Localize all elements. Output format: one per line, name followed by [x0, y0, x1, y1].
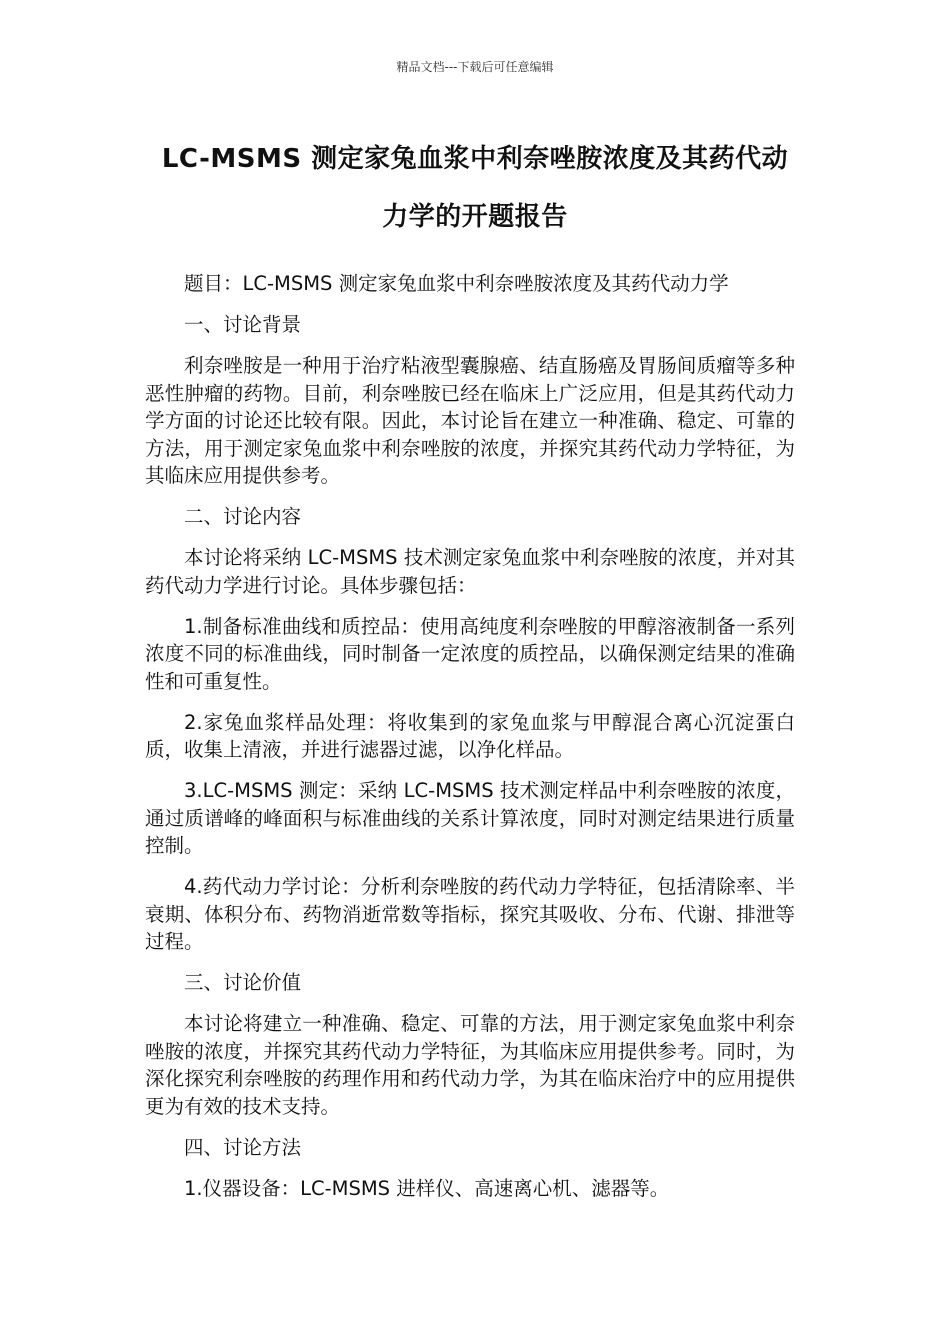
document-title-line-1: LC-MSMS 测定家兔血浆中利奈唑胺浓度及其药代动 — [161, 144, 789, 174]
step-item: 1.仪器设备：LC-MSMS 进样仪、高速离心机、滤器等。 — [184, 1176, 670, 1200]
step-item: 1.制备标准曲线和质控品：使用高纯度利奈唑胺的甲醇溶液制备一系列浓度不同的标准曲线，同时制备一定浓度的质控品，以确保测定结果的准确性和可重复性。 — [145, 614, 795, 693]
body-paragraph: 利奈唑胺是一种用于治疗粘液型囊腺癌、结直肠癌及胃肠间质瘤等多种恶性肿瘤的药物。目前，利奈唑胺已经在临床上广泛应用，但是其药代动力学方面的讨论还比较有限。因此，本讨论旨在建立一种准确、稳定、可靠的方法，用于测定家兔血浆中利奈唑胺的浓度，并探究其药代动力学特征，为其临床应用提供参考。 — [145, 354, 795, 487]
page-header-note: 精品文档---下载后可任意编辑 — [396, 60, 554, 74]
section-heading-value: 三、讨论价值 — [184, 971, 302, 994]
body-paragraph: 本讨论将采纳 LC-MSMS 技术测定家兔血浆中利奈唑胺的浓度，并对其药代动力学进行讨论。具体步骤包括： — [145, 546, 795, 597]
document-title-line-2: 力学的开题报告 — [382, 202, 568, 232]
step-item: 4.药代动力学讨论：分析利奈唑胺的药代动力学特征，包括清除率、半衰期、体积分布、药物消逝常数等指标，探究其吸收、分布、代谢、排泄等过程。 — [145, 875, 795, 953]
body-paragraph: 本讨论将建立一种准确、稳定、可靠的方法，用于测定家兔血浆中利奈唑胺的浓度，并探究其药代动力学特征，为其临床应用提供参考。同时，为深化探究利奈唑胺的药理作用和药代动力学，为其在临床治疗中的应用提供更为有效的技术支持。 — [145, 1012, 795, 1118]
section-heading-background: 一、讨论背景 — [184, 313, 302, 336]
step-item: 2.家兔血浆样品处理：将收集到的家兔血浆与甲醇混合离心沉淀蛋白质，收集上清液，并进行滤器过滤，以净化样品。 — [145, 710, 795, 761]
topic-line: 题目：LC-MSMS 测定家兔血浆中利奈唑胺浓度及其药代动力学 — [184, 272, 729, 295]
document-body — [145, 270, 795, 1216]
section-heading-method: 四、讨论方法 — [184, 1135, 302, 1159]
section-heading-content: 二、讨论内容 — [184, 505, 302, 528]
step-item: 3.LC-MSMS 测定：采纳 LC-MSMS 技术测定样品中利奈唑胺的浓度，通过质谱峰的峰面积与标准曲线的关系计算浓度，同时对测定结果进行质量控制。 — [145, 779, 795, 857]
